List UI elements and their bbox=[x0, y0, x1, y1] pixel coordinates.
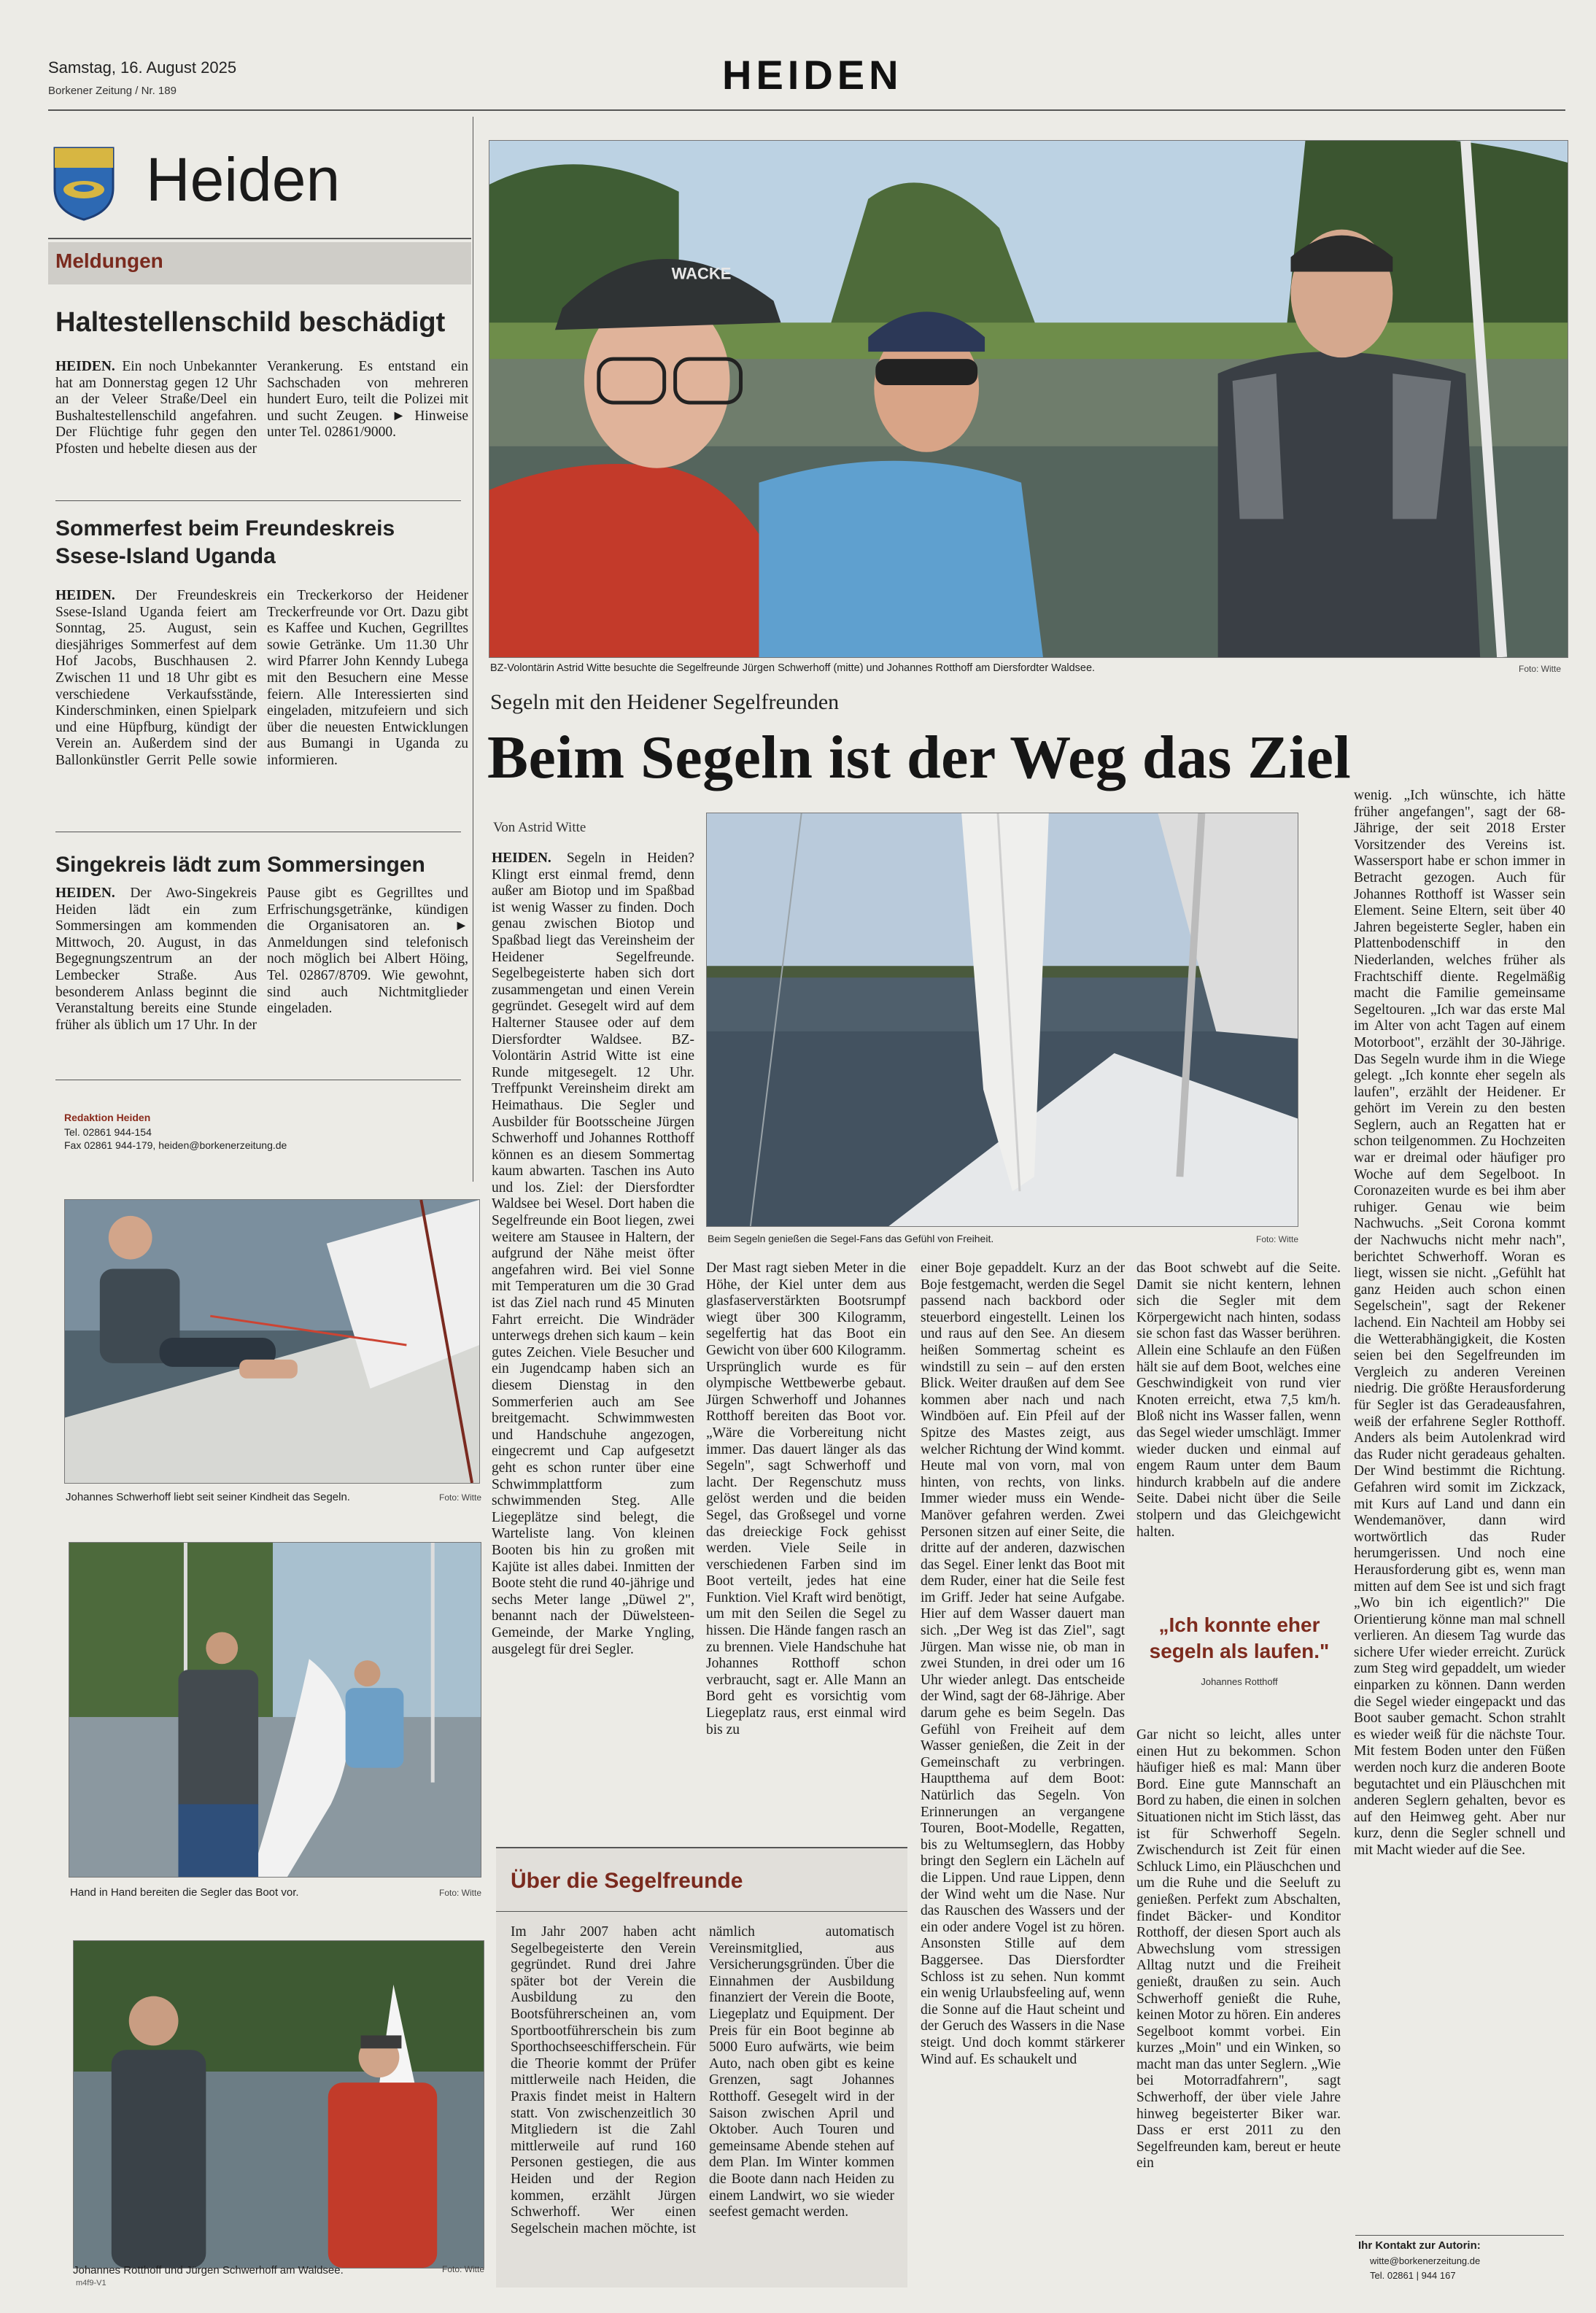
brief-title-2: Sommerfest beim Freundeskreis Ssese-Island Uganda bbox=[55, 516, 395, 568]
redaktion-fax: Fax 02861 944-179, heiden@borkenerzeitung.de bbox=[64, 1139, 287, 1151]
brief-title-1: Haltestellenschild beschädigt bbox=[55, 307, 446, 338]
article-col2-text: Der Mast ragt sieben Meter in die Höhe, der Kiel unter dem aus glasfaserverstärkten Bootsrumpf wiegt über 300 Kilogramm, segelfertig hat das Boot ein Gewicht von über 600 Kilogramm. Ursprünglich wurde es für olympische Wettbewerbe gebaut. Jürgen Schwerhoff und Johannes Rotthoff bereiten das Boot vor. „Wäre die Vorbereitung nicht immer. Das dauert länger als das Segeln", sagt Schwerhoff und lacht. Der Regenschutz muss gelöst werden und die beiden Segel, das Großsegel und vorne das dreieckige Fock gehisst werden. Viele Seile in verschiedenen Farben sind im Boot verteilt, jedes hat eine Funktion. Viel Kraft wird benötigt, um mit den Seilen die Segel zu hissen. Die Hände fangen rasch an zu brennen. Viele Handschuhe hat Johannes Rotthoff schon verbraucht, sagt er. Alle Mann an Bord geht es vorsichtig vom Liegeplatz raus, erst einmal wird bis zu bbox=[706, 1260, 906, 1737]
author-email: witte@borkenerzeitung.de bbox=[1370, 2255, 1481, 2266]
cap-logo-text: WACKE bbox=[671, 264, 732, 283]
info-box-text: Im Jahr 2007 haben acht Segelbegeisterte den Verein gegründet. Rund drei Jahre später bot der Verein die Ausbildung zu den Bootsführerscheinen an, vom Sportbootführerschein bis zum Sporthochseeschifferschein. Für die Theorie kommt der Prüfer mittlerweile nach Heiden, die Praxis findet meist in Haltern statt. Von zwischenzeitlich 30 Mitgliedern ist die Zahl mittlerweile auf rund 160 Personen gestiegen, die aus Heiden und der Region kommen, erzählt Jürgen Schwerhoff. Wer einen Segelschein machen möchte, ist nämlich automatisch Vereinsmitglied, aus Versicherungsgründen. Über die Einnahmen der Ausbildung finanziert der Verein die Boote, Liegeplatz und Equipment. Der Preis für ein Boot beginne ab 5000 Euro aufwärts, wie beim Auto, nach oben gibt es keine Grenzen, sagt Johannes Rotthoff. Gesegelt wird in der Saison zwischen April und Oktober. Auch Touren und gemeinsame Abende stehen auf dem Plan. Im Winter kommen die Boote dann nach Heiden zu einem Landwirt, wo sie wieder seefest gemacht werden. bbox=[511, 1924, 894, 2236]
photo-code: m4f9-V1 bbox=[76, 2279, 106, 2287]
pull-quote bbox=[1138, 1612, 1341, 1700]
brief-body-1 bbox=[55, 359, 468, 487]
meldungen-text: Meldungen bbox=[55, 249, 163, 272]
caption-left3: Johannes Rotthoff und Jürgen Schwerhoff am Waldsee. bbox=[73, 2264, 344, 2277]
article-col2 bbox=[706, 1260, 906, 1831]
photo-johannes-sailing bbox=[64, 1199, 480, 1484]
article-col4b-text: Gar nicht so leicht, alles unter einen Hut zu bekommen. Schon häufiger hieß es mal: Mann über Bord. Eine gute Mannschaft an Bord zu haben, die einen in solchen Situationen nicht im Stich lässt, das ist für Schwerhoff Segeln. Zwischendurch ist Zeit für einen Schluck Limo, ein Pläuschchen und um die Ruhe und die Seeluft zu genießen. Perfekt zum Abschalten, findet Bäcker- und Konditor Rotthoff, der diesen Sport auch als Abwechslung vom stressigen Alltag nutzt und die Freiheit genießt, draußen zu sein. Auch Schwerhoff genießt die Ruhe, keinen Motor zu hören. Ein anderes Segelboot kommt vorbei. Ein kurzes „Moin" und ein Winken, so macht man das unter Seglern. „Wie bei Motorradfahrern", sagt Schwerhoff, der über viele Jahre hinweg begeisterter Biker war. Dass er erst 2011 zu den Segelfreunden kam, bereut er heute ein bbox=[1136, 1727, 1341, 2171]
brief-text-1: Ein noch Unbekannter hat am Donnerstag gegen 12 Uhr an der Veleer Straße/Deel ein Bushaltestellenschild angefahren. Der Flüchtige fuhr gegen den Pfosten und hebelte diesen aus der Verankerung. Es entstand ein Sachschaden von mehreren hundert Euro, teilt die Polizei mit und sucht Zeugen. ► Hinweise unter Tel. 02861/9000. bbox=[55, 359, 468, 457]
redaktion-title: Redaktion Heiden bbox=[64, 1112, 151, 1123]
masthead-rule bbox=[48, 109, 1565, 111]
article-col4-bottom bbox=[1136, 1727, 1341, 2283]
brief-body-3 bbox=[55, 886, 468, 1068]
brief-text-2: Der Freundeskreis Ssese-Island Uganda feiert am Sonntag, 25. August, sein diesjähriges Sommerfest auf dem Hof Jacobs, Buschhausen 2. Zwischen 11 und 18 Uhr gibt es verschiedene Verkaufsstände, Kinderschminken, einen Spielpark und eine Hüpfburg, kündigt der Verein an. Außerdem sind der Ballonkünstler Gerrit Pelle sowie ein Treckerkorso der Heidener Treckerfreunde vor Ort. Dazu gibt es Kaffee und Kuchen, Gegrilltes sowie Getränke. Um 11.30 Uhr wird Pfarrer John Kenndy Lubega mit den Besuchern eine Messe feiern. Alle Interessierten sind eingeladen, mitzufeiern und sich über die neuesten Entwicklungen aus Bumangi in Uganda zu informieren. bbox=[55, 588, 468, 768]
section-header: HEIDEN bbox=[722, 52, 903, 98]
article-col5 bbox=[1354, 788, 1565, 2220]
pull-quote-author: Johannes Rotthoff bbox=[1201, 1676, 1278, 1687]
brief-dateline-3: HEIDEN. bbox=[55, 886, 115, 901]
brief-dateline-1: HEIDEN. bbox=[55, 359, 115, 374]
article-dateline: HEIDEN. bbox=[492, 851, 551, 866]
article-col1 bbox=[492, 851, 694, 1832]
redaktion-tel: Tel. 02861 944-154 bbox=[64, 1126, 152, 1138]
sail-photo bbox=[706, 813, 1298, 1227]
article-col4-top bbox=[1136, 1260, 1341, 1599]
info-box-title: Über die Segelfreunde bbox=[511, 1869, 743, 1893]
sail-caption: Beim Segeln genießen die Segel-Fans das Gefühl von Freiheit. bbox=[708, 1233, 994, 1244]
meldungen-label bbox=[48, 242, 471, 284]
article-byline: Von Astrid Witte bbox=[493, 820, 586, 835]
paper-issue: Borkener Zeitung / Nr. 189 bbox=[48, 85, 177, 97]
sail-credit: Foto: Witte bbox=[1255, 1234, 1298, 1244]
hero-photo bbox=[489, 140, 1568, 658]
article-headline: Beim Segeln ist der Weg das Ziel bbox=[487, 724, 1352, 791]
sidebar-top-rule bbox=[48, 238, 471, 239]
brief-text-3: Der Awo-Singekreis Heiden lädt ein zum Sommersingen am kommenden Mittwoch, 20. August, in das Begegnungszentrum an der Lembecker Straße. Aus besonderem Anlass beginnt die Veranstaltung bereits eine Stunde früher als üblich um 17 Uhr. In der Pause gibt es Gegrilltes und Erfrischungsgetränke, kündigen die Organisatoren an. ► Anmeldungen sind telefonisch noch möglich bei Albert Höing, Tel. 02867/8709. Wie gewohnt, sind auch Nichtmitglieder eingeladen. bbox=[55, 886, 468, 1033]
article-col5-text: wenig. „Ich wünschte, ich hätte früher angefangen", sagt der 68-Jährige, der seit 2018 Erster Vorsitzender des Vereins ist. Wassersport habe er schon immer in Betracht gezogen. Auch für Johannes Rotthoff ist Wasser sein Element. Seine Eltern, seit über 40 Jahren begeisterte Segler, haben ein Plattenbodenschiff in den Niederlanden, welches früher als Frachtschiff diente. Regelmäßig macht die Familie gemeinsame Segeltouren. „Ich war das erste Mal im Alter von acht Tagen auf einem Motorboot", erzählt der 30-Jährige. Das Segeln wurde ihm in die Wiege gelegt. „Ich konnte eher segeln als laufen", erzählt der Heidener. Er gehört im Verein zu den besten Seglern, auch an Regatten hat er schon teilgenommen. Zu Hochzeiten war er dreimal oder häufiger pro Woche auf dem Segelboot. In Coronazeiten wurde es bei ihm aber ruhiger. Genau wie beim Nachwuchs. „Seit Corona kommt der Nachwuchs nicht mehr nach", berichtet Schwerhoff. Woran es liegt, wissen sie nicht. „Gefühlt hat ganz Heiden auch schon einen Segelschein", sagt der Rekener lachend. Ein Nachteil am Hobby sei die Wetterabhängigkeit, die Kosten seien bei den Segelfreunden im Vergleich zu anderen Vereinen niedrig. Die größte Herausforderung für Segler ist das Geradeausfahren, weiß der erfahrene Segler Rotthoff. Anders als beim Autolenkrad wird das Ruder nicht geradeaus gehalten. Der Wind bestimmt die Richtung. Gefahren wird somit im Zickzack, mit Kurs auf Land und dann ein Wendemanöver, dann wird wortwörtlich das Ruder herumgerissen. Und noch eine Herausforderung gibt es, wenn man mitten auf dem See ist und sich fragt „Wo bin ich eigentlich?" Die Orientierung könne man mal schnell verlieren. An diesem Tag wurde das sichere Ufer wieder erreicht. Zurück zum Steg wird gepaddelt, um wieder einparken zu können. Dann werden die Segel wieder eingepackt und das Boot sauber gemacht. Schon strahlt es wieder weiß für die nächste Tour. Mit festem Boden unter den Füßen werden noch kurz die anderen Boote begutachtet und ein Pläuschchen mit anderen Seglern gehalten, bevor es auf den Heimweg geht. Aber nur kurz, denn die Segler schnell und mit Macht wieder auf die See. bbox=[1354, 788, 1565, 1858]
credit-left3: Foto: Witte bbox=[441, 2264, 484, 2274]
contact-rule bbox=[1355, 2235, 1564, 2236]
photo-boat-preparation bbox=[69, 1542, 481, 1878]
issue-date: Samstag, 16. August 2025 bbox=[48, 58, 237, 77]
article-col3-text: einer Boje gepaddelt. Kurz an der Boje festgemacht, werden die Segel passend nach backbord oder steuerbord eingestellt. Leinen los und raus auf den See. An diesem heißen Sommertag scheint es windstill zu sein – auf den ersten Blick. Weiter draußen auf dem See kommen aber nach und nach Windböen auf. Ein Pfeil auf der Spitze des Mastes zeigt, aus welcher Richtung der Wind kommt. Heute mal von vorn, mal von hinten, von rechts, von links. Immer wieder muss ein Wende-Manöver gefahren werden. Zwei Personen sitzen auf einer Seite, die dritte auf der anderen, dazwischen das Segel. Einer lenkt das Boot mit dem Ruder, einer hat die Seile fest im Griff. Jeder hat seine Aufgabe. Hier auf dem Wasser dauert man sich. „Der Weg ist das Ziel", sagt Jürgen. Man wisse nie, ob man in zwei Stunden, in drei oder um 16 Uhr wieder anlegt. Das entscheide der Wind, sagt der 68-Jährige. Aber darum gehe es beim Segeln. Das Gefühl von Freiheit auf dem Wasser genießen, die Zeit in der Gemeinschaft zu verbringen. Hauptthema auf dem Boot: Natürlich das Segeln. Von Erinnerungen an vergangene Touren, Boot-Modelle, Regatten, bis zu Weltumseglern, das Hobby bringt den Seglern ein Lächeln auf die Lippen. Und raue Lippen, denn der Wind weht um die Nase. Nur das Rauschen des Wassers und der ein oder andere Vogel ist zu hören. Ansonsten Stille auf dem Baggersee. Das Diersfordter Schloss ist zu sehen. Nun kommt ein wenig Urlaubsfeeling auf, wenn die Sonne auf die Haut scheint und der Geruch des Wassers in die Nase steigt. Und doch kommt stärkerer Wind auf. Es schaukelt und bbox=[921, 1260, 1125, 2067]
credit-left1: Foto: Witte bbox=[438, 1492, 481, 1503]
town-crest-icon bbox=[53, 146, 115, 222]
hero-credit: Foto: Witte bbox=[1518, 664, 1561, 674]
info-box bbox=[496, 1847, 907, 2287]
article-col4a-text: das Boot schwebt auf die Seite. Damit sie nicht kentern, lehnen sich die Segler mit dem Körpergewicht nach hinten, sodass sie schon fast das Wasser berühren. Allein eine Schlaufe an den Füßen hält sie auf dem Boot, welches eine Geschwindigkeit von rund vier Knoten erreicht, etwa 7,5 km/h. Bloß nicht ins Wasser fallen, wenn das Segel wieder umschlägt. Immer wieder ducken und einmal auf engem Raum unter dem Baum hindurch krabbeln auf die andere Seite. Dabei nicht über die Seile stolpern und das Gleichgewicht halten. bbox=[1136, 1260, 1341, 1540]
author-contact-title: Ihr Kontakt zur Autorin: bbox=[1358, 2239, 1481, 2252]
brief-body-2 bbox=[55, 588, 468, 823]
pull-quote-text: „Ich konnte eher segeln als laufen." bbox=[1149, 1613, 1330, 1662]
town-title: Heiden bbox=[146, 145, 341, 214]
brief-title-3: Singekreis lädt zum Sommersingen bbox=[55, 853, 425, 877]
photo-waldsee-duo bbox=[73, 1940, 484, 2269]
article-col1-text: Segeln in Heiden? Klingt erst einmal fremd, denn außer am Biotop und im Spaßbad ist wenig Wasser zu finden. Doch genau zwischen Biotop und Spaßbad liegt das Vereinsheim der Heidener Segelfreunde. Segelbegeisterte haben sich dort zusammengetan und einen Verein gegründet. Gesegelt wird auf dem Halterner Stausee oder auf dem Diersfordter Waldsee. BZ-Volontärin Astrid Witte ist eine Runde mitgesegelt. 12 Uhr. Treffpunkt Vereinsheim direkt am Heimathaus. Die Segler und Ausbilder für Bootsscheine Jürgen Schwerhoff und Johannes Rotthoff können es an diesem Sommertag kaum abwarten. Taschen ins Auto und los. Ziel: der Diersfordter Waldsee bei Wesel. Dort haben die Segelfreunde ein Boot liegen, zwei weitere am Stausee in Haltern, der aufgrund der Nähe meist öfter angefahren wird. Bei viel Sonne mit Temperaturen um die 30 Grad ist das Ziel nach rund 45 Minuten Fahrt erreicht. Die Windräder unterwegs drehen sich kaum – kein gutes Zeichen. Viele Besucher und ein Jugendcamp haben sich an diesem Dienstag in den Sommerferien auch am See breitgemacht. Schwimmwesten und Handschuhe angezogen, eingecremt und Cap aufgesetzt geht es schon runter über eine Schwimmplattform zum schwimmenden Steg. Alle Liegeplätze sind belegt, die Warteliste lang. Von kleinen Booten bis hin zu großen mit Kajüte ist alles dabei. Inmitten der Boote steht die rund 40-jährige und sechs Meter lange „Düwel 2", benannt nach der Düwelsteen-Gemeinde, der Marke Yngling, ausgelegt für drei Segler. bbox=[492, 851, 694, 1657]
info-box-rule bbox=[496, 1911, 907, 1912]
caption-left1: Johannes Schwerhoff liebt seit seiner Kindheit das Segeln. bbox=[66, 1491, 350, 1503]
article-kicker: Segeln mit den Heidener Segelfreunden bbox=[490, 690, 840, 714]
article-col3 bbox=[921, 1260, 1125, 2283]
brief-dateline-2: HEIDEN. bbox=[55, 588, 115, 603]
author-tel: Tel. 02861 | 944 167 bbox=[1370, 2270, 1456, 2281]
caption-left2: Hand in Hand bereiten die Segler das Boot vor. bbox=[70, 1886, 299, 1899]
brief-divider-1 bbox=[55, 500, 461, 501]
hero-caption: BZ-Volontärin Astrid Witte besuchte die Segelfreunde Jürgen Schwerhoff (mitte) und Johannes Rotthoff am Diersfordter Waldsee. bbox=[490, 662, 1096, 674]
credit-left2: Foto: Witte bbox=[438, 1888, 481, 1898]
